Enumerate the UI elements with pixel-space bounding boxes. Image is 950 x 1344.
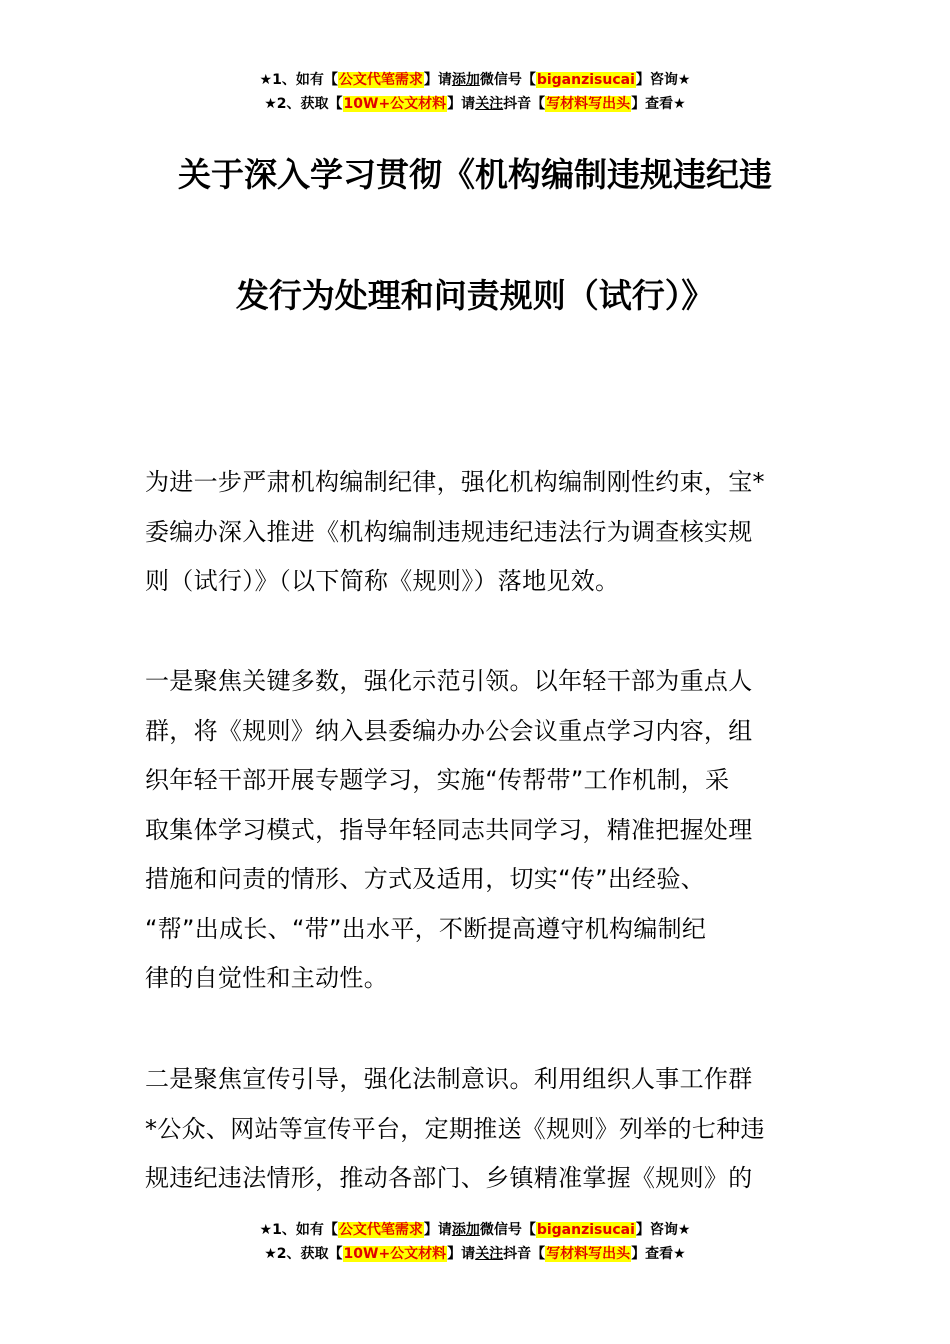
paragraph-line: 委编办深入推进《机构编制违规违纪违法行为调查核实规: [145, 517, 753, 546]
banner-text: 】请: [423, 72, 452, 88]
banner-highlight: 公文代笔需求: [338, 72, 423, 88]
banner-underlined-text: 关注: [475, 1246, 504, 1262]
banner-text: ★2、获取【: [264, 1246, 343, 1262]
paragraph-line: 取集体学习模式，指导年轻同志共同学习，精准把握处理: [145, 815, 753, 844]
banner-highlight: 10W+公文材料: [343, 96, 447, 112]
banner-highlight: 写材料写出头: [546, 1246, 631, 1262]
banner-underlined-text: 关注: [475, 96, 504, 112]
paragraph-line: 一是聚焦关键多数，强化示范引领。以年轻干部为重点人: [145, 667, 753, 695]
banner-highlight: 公文代笔需求: [338, 1222, 423, 1238]
banner-text: 】请: [447, 96, 476, 112]
paragraph-point-two: [145, 1055, 807, 1204]
document-title-line-1: 关于深入学习贯彻《机构编制违规违纪违: [178, 155, 772, 194]
paragraph-line: 规违纪违法情形，推动各部门、乡镇精准掌握《规则》的: [145, 1164, 753, 1192]
banner-text: 】咨询★: [635, 1222, 691, 1238]
paragraph-line: *公众、网站等宣传平台，定期推送《规则》列举的七种违: [145, 1114, 765, 1143]
banner-text: 】查看★: [631, 96, 686, 112]
banner-text: 微信号【: [479, 1222, 536, 1238]
banner-text: 】查看★: [631, 1246, 686, 1262]
paragraph-line: “帮”出成长、“带”出水平，不断提高遵守机构编制纪: [145, 914, 707, 943]
banner-line-2: [0, 92, 950, 116]
paragraph-line: 二是聚焦宣传引导，强化法制意识。利用组织人事工作群: [145, 1065, 753, 1093]
paragraph-line: 为进一步严肃机构编制纪律，强化机构编制刚性约束，宝*: [145, 468, 765, 496]
paragraph-line: 措施和问责的情形、方式及适用，切实“传”出经验、: [145, 865, 706, 893]
paragraph-intro: [145, 458, 807, 607]
banner-highlight: biganzisucai: [536, 72, 635, 88]
footer-promo-banner: [0, 1218, 950, 1266]
banner-text: 抖音【: [503, 1246, 546, 1262]
banner-text: 微信号【: [479, 72, 536, 88]
banner-line-2: [0, 1242, 950, 1266]
banner-underlined-text: 添加: [451, 1222, 480, 1238]
banner-underlined-text: 添加: [451, 72, 480, 88]
banner-text: 】咨询★: [635, 72, 691, 88]
banner-text: 抖音【: [503, 96, 546, 112]
banner-line-1: [0, 68, 950, 92]
paragraph-line: 群，将《规则》纳入县委编办办公会议重点学习内容，组: [145, 716, 753, 745]
header-promo-banner: [0, 68, 950, 116]
banner-highlight: 10W+公文材料: [343, 1246, 447, 1262]
banner-text: 】请: [447, 1246, 476, 1262]
banner-text: ★1、如有【: [259, 1222, 338, 1238]
banner-line-1: [0, 1218, 950, 1242]
paragraph-point-one: [145, 657, 807, 1004]
banner-highlight: biganzisucai: [536, 1222, 635, 1238]
document-title-line-2: 发行为处理和问责规则（试行）》: [235, 276, 715, 315]
banner-text: ★2、获取【: [264, 96, 343, 112]
paragraph-line: 律的自觉性和主动性。: [145, 964, 388, 992]
banner-highlight: 写材料写出头: [546, 96, 631, 112]
paragraph-line: 则（试行）》（以下简称《规则》）落地见效。: [145, 567, 620, 595]
paragraph-line: 织年轻干部开展专题学习，实施“传帮带”工作机制，采: [145, 766, 730, 794]
banner-text: ★1、如有【: [259, 72, 338, 88]
banner-text: 】请: [423, 1222, 452, 1238]
